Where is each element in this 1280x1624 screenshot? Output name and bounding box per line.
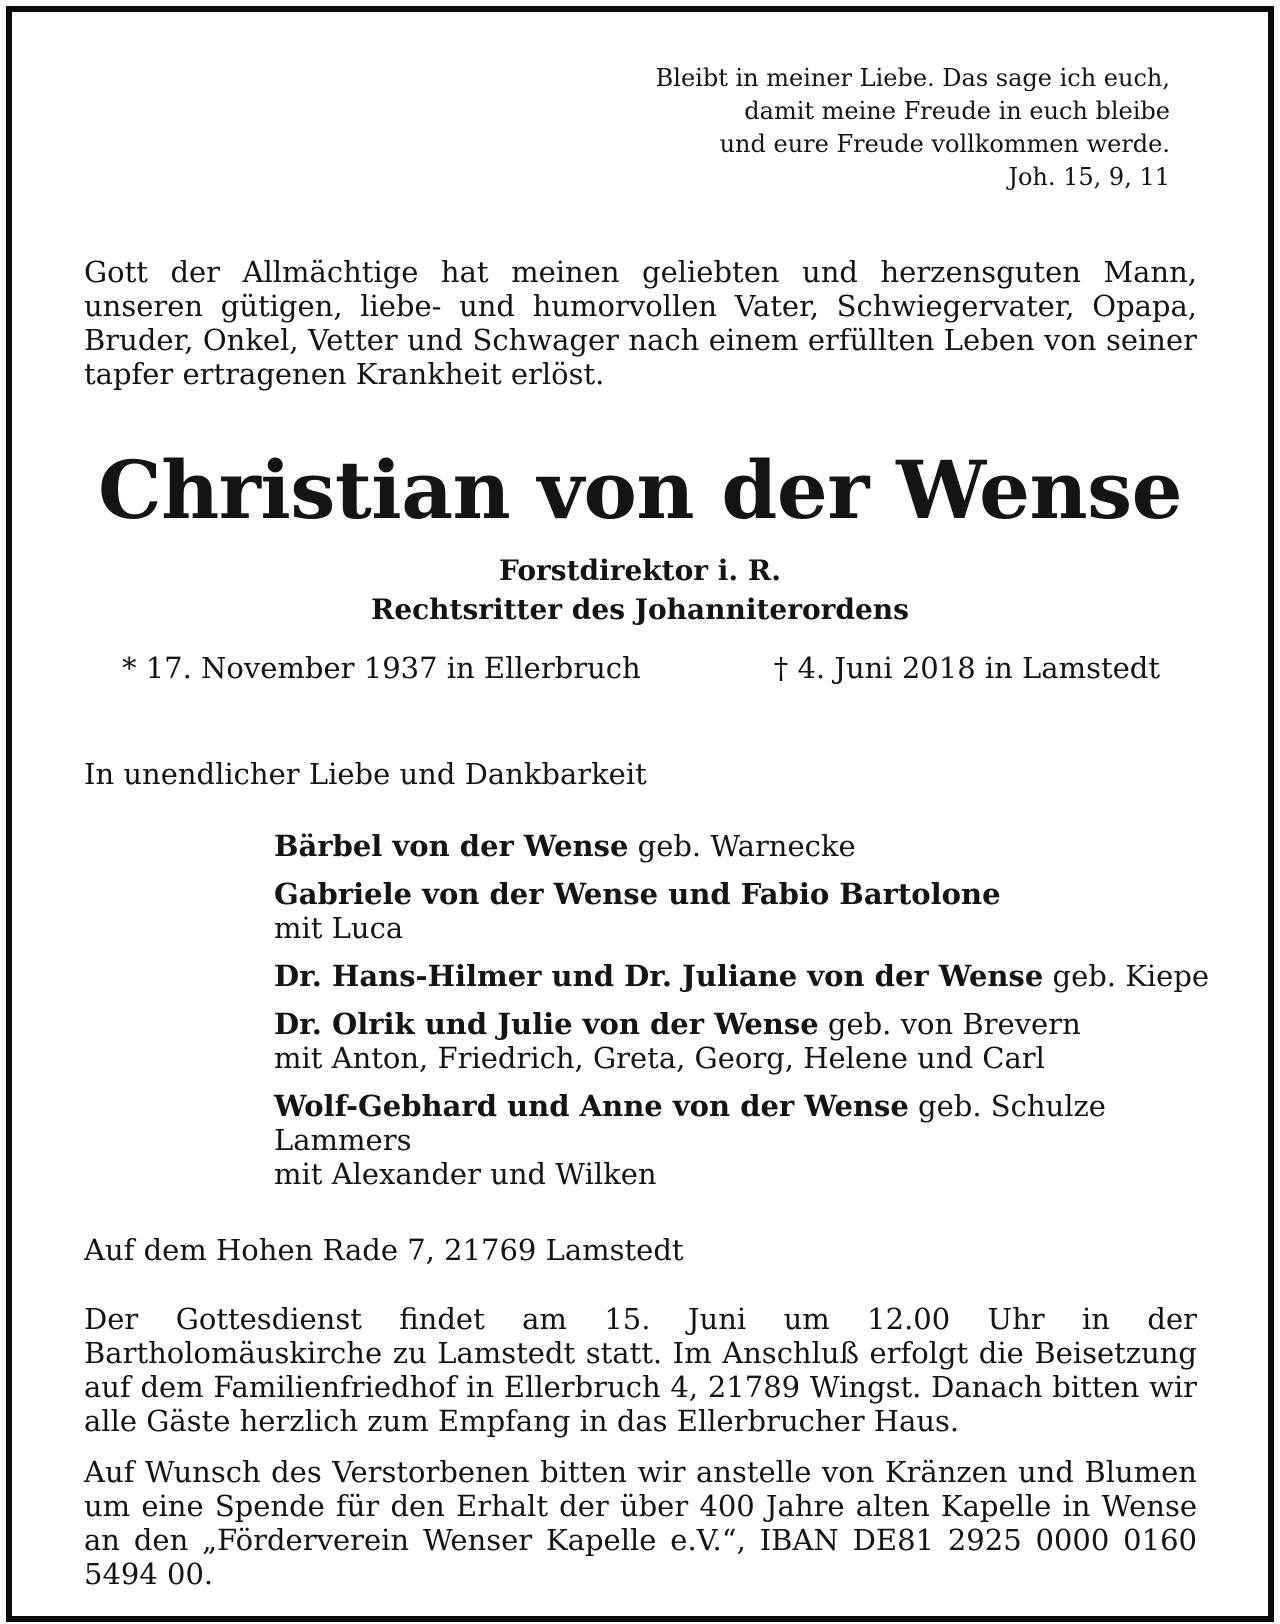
verse-line: damit meine Freude in euch bleibe — [744, 97, 1170, 125]
member-names: Dr. Olrik und Julie von der Wense — [274, 1007, 819, 1041]
birth-date: * 17. November 1937 in Ellerbruch — [122, 651, 641, 685]
funeral-service-info: Der Gottesdienst findet am 15. Juni um 12.00 Uhr in der Bartholomäuskirche zu Lamstedt statt. Im Anschluß erfolgt die Beisetzung auf dem Familienfriedhof in Ellerbruch 4, 21789 Wingst. Danach bitten wir alle Gäste herzlich zum Empfang in das Ellerbrucher Haus. — [84, 1302, 1197, 1438]
family-member — [274, 959, 1214, 993]
member-names: Dr. Hans-Hilmer und Dr. Juliane von der Wense — [274, 959, 1044, 993]
deceased-titles — [0, 551, 1280, 629]
member-names: Gabriele von der Wense und Fabio Bartolone — [274, 877, 1001, 911]
title-line: Rechtsritter des Johanniterordens — [371, 593, 909, 626]
member-suffix: geb. Warnecke — [628, 829, 856, 863]
member-names: Bärbel von der Wense — [274, 829, 629, 863]
mourners-intro: In unendlicher Liebe und Dankbarkeit — [84, 757, 647, 791]
verse-line: und eure Freude vollkommen werde. — [719, 130, 1170, 158]
death-date: † 4. Juni 2018 in Lamstedt — [773, 651, 1160, 685]
member-suffix: geb. Kiepe — [1043, 959, 1210, 993]
family-member — [274, 829, 1214, 863]
family-member — [274, 1089, 1214, 1191]
member-suffix: geb. Schulze Lammers — [274, 1089, 1106, 1157]
member-children: mit Anton, Friedrich, Greta, Georg, Helene und Carl — [274, 1041, 1045, 1075]
title-line: Forstdirektor i. R. — [499, 554, 781, 587]
family-member — [274, 877, 1214, 945]
death-announcement: Gott der Allmächtige hat meinen geliebten und herzensguten Mann, unseren gütigen, liebe- und humorvollen Vater, Schwiegervater, Opapa, Bruder, Onkel, Vetter und Schwager nach einem erfüllten Leben von seiner tapfer ertragenen Krankheit erlöst. — [84, 255, 1197, 391]
member-suffix: geb. von Brevern — [818, 1007, 1081, 1041]
family-member — [274, 1007, 1214, 1075]
deceased-name: Christian von der Wense — [97, 443, 1183, 537]
verse-reference: Joh. 15, 9, 11 — [1008, 163, 1170, 191]
verse-line: Bleibt in meiner Liebe. Das sage ich euch, — [655, 64, 1170, 92]
bible-verse — [470, 62, 1170, 194]
donation-request: Auf Wunsch des Verstorbenen bitten wir anstelle von Kränzen und Blumen um eine Spende für den Erhalt der über 400 Jahre alten Kapelle in Wense an den „Förderverein Wenser Kapelle e.V.“, IBAN DE81 2925 0000 0160 5494 00. — [84, 1455, 1197, 1591]
member-names: Wolf-Gebhard und Anne von der Wense — [274, 1089, 909, 1123]
family-list — [274, 829, 1214, 1205]
family-address: Auf dem Hohen Rade 7, 21769 Lamstedt — [84, 1233, 684, 1267]
member-children: mit Alexander und Wilken — [274, 1157, 657, 1191]
member-children: mit Luca — [274, 911, 404, 945]
